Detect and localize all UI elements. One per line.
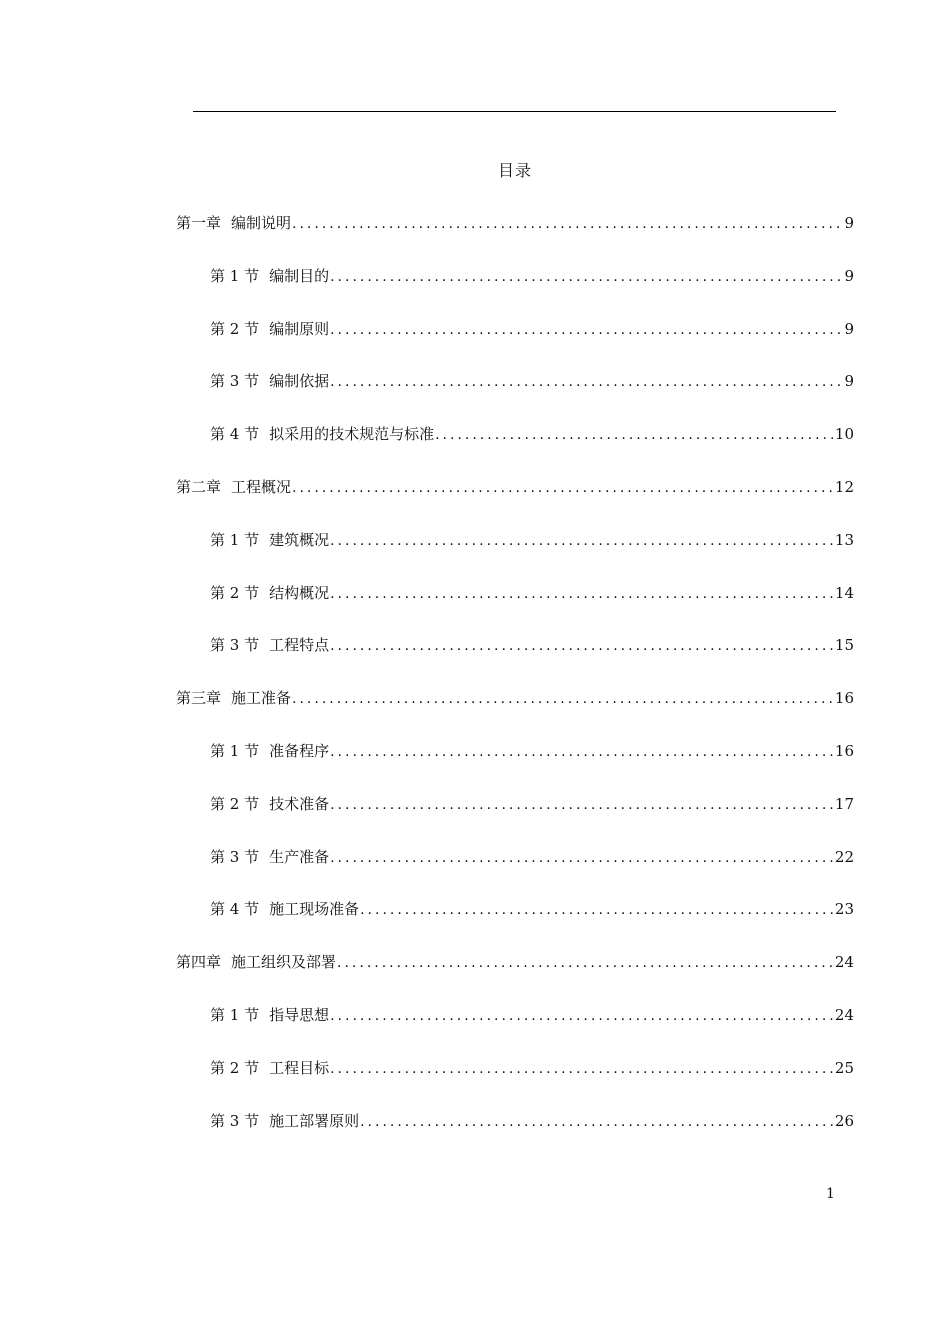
toc-entry-page: 9 <box>844 214 854 232</box>
toc-section-entry[interactable] <box>210 1003 854 1027</box>
toc-entry-page: 15 <box>834 636 854 655</box>
toc-entry-title: 指导思想 <box>269 1006 330 1024</box>
toc-entry-number: 第四章 <box>176 953 222 972</box>
toc-chapter-entry[interactable] <box>176 686 854 710</box>
toc-entry-number: 第 2 节 <box>210 319 260 338</box>
toc-dot-leader <box>330 846 833 869</box>
toc-dot-leader <box>330 582 833 605</box>
toc-entry-number: 第 3 节 <box>210 847 260 866</box>
toc-entry-title: 施工部署原则 <box>269 1111 360 1130</box>
toc-dot-leader <box>330 265 842 288</box>
toc-entry-number: 第 2 节 <box>210 1058 260 1077</box>
toc-section-entry[interactable] <box>210 317 854 341</box>
toc-section-entry[interactable] <box>210 792 854 816</box>
toc-dot-leader <box>337 951 833 974</box>
toc-entry-page: 16 <box>834 689 854 708</box>
toc-entry-page: 26 <box>834 1111 854 1130</box>
toc-entry-number: 第三章 <box>176 689 222 708</box>
header-rule <box>193 111 836 112</box>
page-number: 1 <box>826 1186 835 1202</box>
toc-entry-title: 施工准备 <box>231 689 292 708</box>
toc-entry-page: 9 <box>844 319 854 338</box>
toc-entry-title: 工程目标 <box>269 1058 330 1077</box>
toc-dot-leader <box>360 1110 833 1133</box>
toc-title: 目录 <box>497 161 532 180</box>
toc-entry-title: 编制依据 <box>269 372 330 391</box>
toc-entry-page: 9 <box>844 266 854 285</box>
toc-entry-title: 施工组织及部署 <box>231 953 337 972</box>
toc-entry-page: 16 <box>834 742 854 760</box>
toc-section-entry[interactable] <box>210 1056 854 1080</box>
toc-entry-title: 工程概况 <box>231 478 292 496</box>
toc-section-entry[interactable] <box>210 369 854 393</box>
toc-dot-leader <box>292 476 833 499</box>
toc-dot-leader <box>330 1057 833 1080</box>
toc-entry-title: 技术准备 <box>269 794 330 813</box>
toc-section-entry[interactable] <box>210 633 854 657</box>
toc-entry-title: 编制目的 <box>269 266 330 285</box>
toc-entry-number: 第 3 节 <box>210 636 260 655</box>
toc-entry-number: 第 4 节 <box>210 425 260 444</box>
toc-entry-number: 第 2 节 <box>210 583 260 602</box>
toc-entry-page: 23 <box>834 900 854 919</box>
toc-entry-number: 第二章 <box>176 478 222 496</box>
toc-section-entry[interactable] <box>210 845 854 869</box>
toc-entry-page: 17 <box>834 794 854 813</box>
toc-entry-title: 施工现场准备 <box>269 900 360 919</box>
toc-entry-title: 编制说明 <box>231 214 292 232</box>
toc-entry-number: 第 1 节 <box>210 530 260 549</box>
toc-entry-title: 工程特点 <box>269 636 330 655</box>
toc-chapter-entry[interactable] <box>176 475 854 499</box>
toc-entry-page: 10 <box>834 425 854 444</box>
toc-dot-leader <box>360 898 833 921</box>
toc-entry-page: 14 <box>834 583 854 602</box>
toc-entry-number: 第 3 节 <box>210 1111 260 1130</box>
toc-chapter-entry[interactable] <box>176 211 854 235</box>
toc-dot-leader <box>330 318 842 341</box>
toc-entry-page: 22 <box>834 847 854 866</box>
toc-entry-page: 9 <box>844 372 854 391</box>
toc-section-entry[interactable] <box>210 739 854 763</box>
toc-entry-number: 第 4 节 <box>210 900 260 919</box>
toc-entry-title: 结构概况 <box>269 583 330 602</box>
toc-entry-number: 第一章 <box>176 214 222 232</box>
toc-section-entry[interactable] <box>210 264 854 288</box>
toc-section-entry[interactable] <box>210 422 854 446</box>
toc-dot-leader <box>330 1004 833 1027</box>
toc-entry-page: 24 <box>834 953 854 972</box>
toc-dot-leader <box>292 687 833 710</box>
toc-dot-leader <box>330 793 833 816</box>
toc-dot-leader <box>435 423 833 446</box>
toc-entry-page: 25 <box>834 1058 854 1077</box>
toc-section-entry[interactable] <box>210 897 854 921</box>
toc-entry-title: 准备程序 <box>269 742 330 760</box>
toc-entry-page: 13 <box>834 530 854 549</box>
toc-dot-leader <box>292 212 842 235</box>
toc-entry-title: 拟采用的技术规范与标准 <box>269 425 435 444</box>
toc-dot-leader <box>330 529 833 552</box>
toc-entry-title: 生产准备 <box>269 847 330 866</box>
toc-entry-number: 第 1 节 <box>210 1006 260 1024</box>
toc-entry-number: 第 2 节 <box>210 794 260 813</box>
toc-chapter-entry[interactable] <box>176 950 854 974</box>
toc-dot-leader <box>330 634 833 657</box>
toc-entry-number: 第 1 节 <box>210 742 260 760</box>
toc-entry-number: 第 1 节 <box>210 266 260 285</box>
toc-section-entry[interactable] <box>210 581 854 605</box>
toc-entry-number: 第 3 节 <box>210 372 260 391</box>
toc-dot-leader <box>330 740 833 763</box>
toc-entry-page: 12 <box>834 478 854 496</box>
toc-section-entry[interactable] <box>210 528 854 552</box>
toc-dot-leader <box>330 370 842 393</box>
toc-entry-page: 24 <box>834 1006 854 1024</box>
toc-section-entry[interactable] <box>210 1109 854 1133</box>
toc-entry-title: 建筑概况 <box>269 530 330 549</box>
toc-entry-title: 编制原则 <box>269 319 330 338</box>
